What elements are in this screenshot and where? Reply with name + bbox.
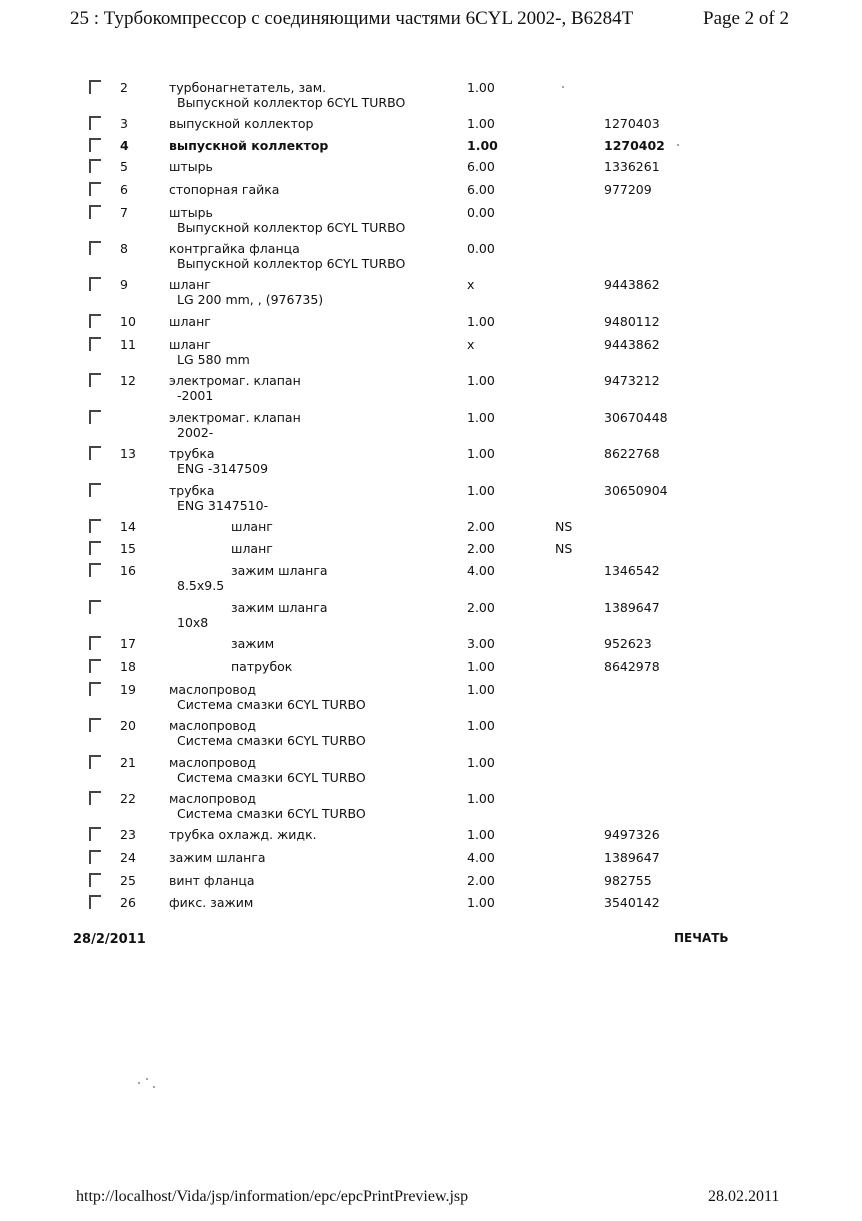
table-row (0, 138, 862, 158)
part-code: 952623 (604, 636, 652, 651)
part-quantity: 2.00 (467, 541, 495, 556)
part-quantity: 1.00 (467, 755, 495, 770)
table-row (0, 895, 862, 915)
row-checkbox[interactable] (89, 873, 101, 887)
part-name: трубка охлажд. жидк. (169, 827, 317, 842)
part-name: трубка (169, 483, 215, 498)
part-name: электромаг. клапан (169, 410, 301, 425)
part-code: 1346542 (604, 563, 660, 578)
part-number: 22 (120, 791, 136, 806)
table-row (0, 80, 862, 110)
page-indicator: Page 2 of 2 (703, 8, 790, 29)
table-row (0, 277, 862, 307)
row-checkbox[interactable] (89, 895, 101, 909)
row-checkbox[interactable] (89, 659, 101, 673)
part-flag: NS (555, 519, 573, 534)
table-row (0, 373, 862, 403)
scan-speck (562, 86, 564, 88)
row-checkbox[interactable] (89, 337, 101, 351)
part-quantity: 4.00 (467, 563, 495, 578)
part-name: электромаг. клапан (169, 373, 301, 388)
part-quantity: 1.00 (467, 682, 495, 697)
part-quantity: 1.00 (467, 659, 495, 674)
row-checkbox[interactable] (89, 483, 101, 497)
part-description: Система смазки 6CYL TURBO (177, 697, 366, 712)
part-name: шланг (231, 541, 273, 556)
part-number: 14 (120, 519, 136, 534)
part-number: 7 (120, 205, 128, 220)
print-button[interactable]: ПЕЧАТЬ (674, 931, 729, 945)
part-name: стопорная гайка (169, 182, 280, 197)
part-name: шланг (169, 314, 211, 329)
table-row (0, 600, 862, 630)
table-row (0, 241, 862, 271)
part-quantity: 3.00 (467, 636, 495, 651)
part-name: штырь (169, 159, 213, 174)
part-name: винт фланца (169, 873, 255, 888)
part-description: ENG -3147509 (177, 461, 269, 476)
part-quantity: x (467, 277, 475, 292)
table-row (0, 873, 862, 893)
table-row (0, 827, 862, 847)
part-name: контргайка фланца (169, 241, 300, 256)
row-checkbox[interactable] (89, 182, 101, 196)
row-checkbox[interactable] (89, 791, 101, 805)
part-description: Выпускной коллектор 6CYL TURBO (177, 95, 406, 110)
part-name: трубка (169, 446, 215, 461)
part-code: 9443862 (604, 277, 660, 292)
row-checkbox[interactable] (89, 159, 101, 173)
part-number: 15 (120, 541, 136, 556)
table-row (0, 659, 862, 679)
part-quantity: 1.00 (467, 116, 495, 131)
part-quantity: 1.00 (467, 138, 498, 153)
part-name: шланг (231, 519, 273, 534)
part-quantity: 1.00 (467, 410, 495, 425)
part-name: шланг (169, 337, 211, 352)
part-name: зажим шланга (231, 600, 328, 615)
table-row (0, 682, 862, 712)
part-number: 26 (120, 895, 136, 910)
table-row (0, 182, 862, 202)
row-checkbox[interactable] (89, 682, 101, 696)
row-checkbox[interactable] (89, 80, 101, 94)
part-quantity: 1.00 (467, 314, 495, 329)
part-description: ENG 3147510- (177, 498, 269, 513)
part-flag: NS (555, 541, 573, 556)
part-number: 13 (120, 446, 136, 461)
part-number: 11 (120, 337, 136, 352)
part-description: 8.5x9.5 (177, 578, 225, 593)
row-checkbox[interactable] (89, 277, 101, 291)
part-quantity: 2.00 (467, 873, 495, 888)
part-description: Система смазки 6CYL TURBO (177, 733, 366, 748)
part-quantity: 1.00 (467, 483, 495, 498)
part-name: маслопровод (169, 718, 257, 733)
part-name: выпускной коллектор (169, 116, 314, 131)
table-row (0, 446, 862, 476)
row-checkbox[interactable] (89, 541, 101, 555)
part-name: турбонагнетатель, зам. (169, 80, 327, 95)
part-code: 9480112 (604, 314, 660, 329)
part-name: фикс. зажим (169, 895, 254, 910)
part-number: 19 (120, 682, 136, 697)
table-row (0, 159, 862, 179)
scan-speck (153, 1086, 155, 1088)
part-number: 3 (120, 116, 128, 131)
row-checkbox[interactable] (89, 827, 101, 841)
table-row (0, 337, 862, 367)
table-row (0, 541, 862, 561)
part-name: маслопровод (169, 791, 257, 806)
part-quantity: 1.00 (467, 373, 495, 388)
part-description: 2002- (177, 425, 214, 440)
part-code: 8642978 (604, 659, 660, 674)
part-number: 21 (120, 755, 136, 770)
part-code: 9497326 (604, 827, 660, 842)
part-quantity: 1.00 (467, 895, 495, 910)
part-quantity: 2.00 (467, 519, 495, 534)
part-number: 8 (120, 241, 128, 256)
print-date: 28/2/2011 (73, 932, 146, 947)
part-description: Выпускной коллектор 6CYL TURBO (177, 220, 406, 235)
footer-date: 28.02.2011 (708, 1188, 780, 1205)
part-quantity: 0.00 (467, 241, 495, 256)
part-description: Система смазки 6CYL TURBO (177, 770, 366, 785)
part-code: 982755 (604, 873, 652, 888)
table-row (0, 850, 862, 870)
part-quantity: 1.00 (467, 791, 495, 806)
part-quantity: 1.00 (467, 80, 495, 95)
table-row (0, 116, 862, 136)
part-number: 4 (120, 138, 129, 153)
part-number: 18 (120, 659, 136, 674)
part-description: Выпускной коллектор 6CYL TURBO (177, 256, 406, 271)
part-description: LG 200 mm, , (976735) (177, 292, 324, 307)
part-quantity: 4.00 (467, 850, 495, 865)
row-checkbox[interactable] (89, 850, 101, 864)
part-code: 9443862 (604, 337, 660, 352)
part-quantity: x (467, 337, 475, 352)
part-number: 23 (120, 827, 136, 842)
part-quantity: 6.00 (467, 159, 495, 174)
part-code: 3540142 (604, 895, 660, 910)
table-row (0, 791, 862, 821)
row-checkbox[interactable] (89, 116, 101, 130)
table-row (0, 755, 862, 785)
part-code: 30650904 (604, 483, 668, 498)
part-code: 1389647 (604, 600, 660, 615)
part-number: 17 (120, 636, 136, 651)
row-checkbox[interactable] (89, 755, 101, 769)
table-row (0, 205, 862, 235)
table-row (0, 519, 862, 539)
part-description: LG 580 mm (177, 352, 250, 367)
table-row (0, 636, 862, 656)
row-checkbox[interactable] (89, 636, 101, 650)
part-name: штырь (169, 205, 213, 220)
row-checkbox[interactable] (89, 241, 101, 255)
part-number: 24 (120, 850, 136, 865)
part-quantity: 1.00 (467, 718, 495, 733)
part-code: 977209 (604, 182, 652, 197)
row-checkbox[interactable] (89, 563, 101, 577)
part-number: 12 (120, 373, 136, 388)
part-code: 1270402 (604, 138, 665, 153)
scan-speck (677, 144, 679, 146)
table-row (0, 563, 862, 593)
part-name: маслопровод (169, 682, 257, 697)
row-checkbox[interactable] (89, 138, 101, 152)
row-checkbox[interactable] (89, 718, 101, 732)
scan-speck (146, 1078, 148, 1080)
row-checkbox[interactable] (89, 314, 101, 328)
part-name: зажим шланга (231, 563, 328, 578)
part-name: патрубок (231, 659, 293, 674)
row-checkbox[interactable] (89, 600, 101, 614)
part-name: зажим шланга (169, 850, 266, 865)
part-description: Система смазки 6CYL TURBO (177, 806, 366, 821)
table-row (0, 314, 862, 334)
part-name: зажим (231, 636, 275, 651)
part-quantity: 6.00 (467, 182, 495, 197)
document-title: 25 : Турбокомпрессор с соединяющими частями 6CYL 2002-, B6284T (70, 8, 634, 29)
part-quantity: 2.00 (467, 600, 495, 615)
footer-url: http://localhost/Vida/jsp/information/epc/epcPrintPreview.jsp (76, 1188, 469, 1205)
part-quantity: 1.00 (467, 446, 495, 461)
row-checkbox[interactable] (89, 205, 101, 219)
row-checkbox[interactable] (89, 373, 101, 387)
part-code: 30670448 (604, 410, 668, 425)
part-name: выпускной коллектор (169, 138, 329, 153)
table-row (0, 410, 862, 440)
part-number: 25 (120, 873, 136, 888)
part-name: шланг (169, 277, 211, 292)
part-number: 10 (120, 314, 136, 329)
part-code: 1389647 (604, 850, 660, 865)
part-number: 16 (120, 563, 136, 578)
table-row (0, 483, 862, 513)
part-quantity: 1.00 (467, 827, 495, 842)
table-row (0, 718, 862, 748)
part-number: 5 (120, 159, 128, 174)
part-number: 9 (120, 277, 128, 292)
part-quantity: 0.00 (467, 205, 495, 220)
part-code: 1270403 (604, 116, 660, 131)
row-checkbox[interactable] (89, 446, 101, 460)
scan-speck (138, 1082, 140, 1084)
part-number: 20 (120, 718, 136, 733)
row-checkbox[interactable] (89, 519, 101, 533)
row-checkbox[interactable] (89, 410, 101, 424)
part-number: 6 (120, 182, 128, 197)
part-code: 8622768 (604, 446, 660, 461)
part-name: маслопровод (169, 755, 257, 770)
part-code: 9473212 (604, 373, 660, 388)
part-description: -2001 (177, 388, 214, 403)
part-number: 2 (120, 80, 128, 95)
part-description: 10x8 (177, 615, 209, 630)
part-code: 1336261 (604, 159, 660, 174)
